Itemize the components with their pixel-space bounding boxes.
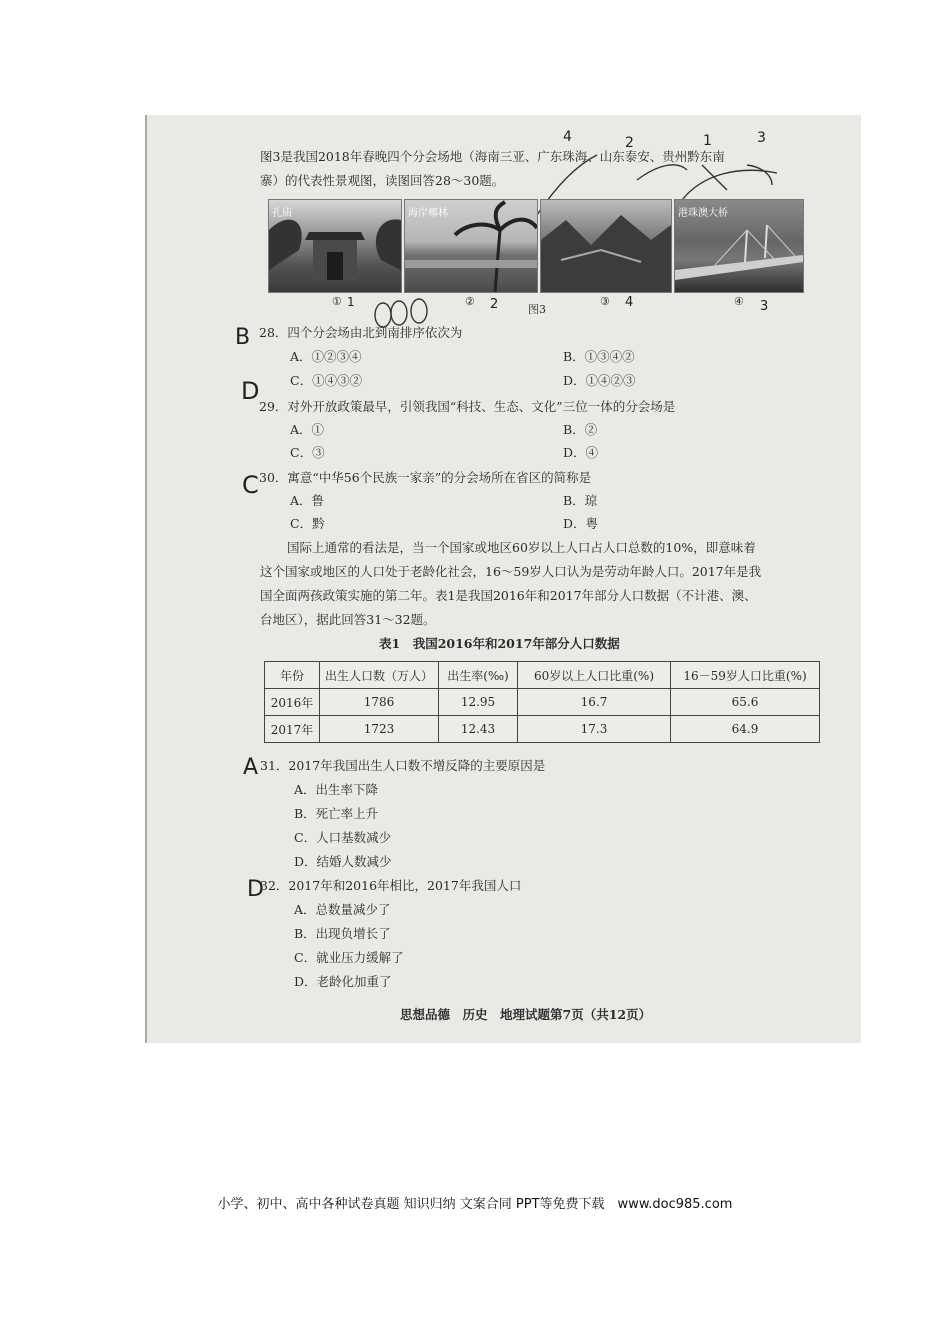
question-31-stem: 31．2017年我国出生人口数不增反降的主要原因是 <box>260 758 546 773</box>
scene-image-bridge <box>674 199 804 293</box>
table-cell: 2017年 <box>265 716 320 743</box>
question-30-stem: 30．寓意“中华56个民族一家亲”的分会场所在省区的简称是 <box>259 470 592 485</box>
handwritten-mark: 3 <box>760 299 769 314</box>
question-30-option-b: B．琼 <box>563 493 598 508</box>
table-cell: 12.95 <box>439 689 518 716</box>
question-29-option-c: C．③ <box>290 445 325 460</box>
scene-image-mountain <box>540 199 672 293</box>
scanned-exam-page <box>145 115 861 1043</box>
intro-line-1: 图3是我国2018年春晚四个分会场地（海南三亚、广东珠海、山东泰安、贵州黔东南 <box>260 149 725 164</box>
handwritten-mark: 1 <box>703 133 712 149</box>
handwritten-answer-30: C <box>242 471 259 499</box>
handwritten-mark: 3 <box>757 130 766 146</box>
scene-label: 孔庙 <box>272 208 292 219</box>
passage-line-4: 台地区），据此回答31～32题。 <box>260 612 436 627</box>
table-row <box>265 689 820 716</box>
question-32-option-a: A．总数量减少了 <box>294 902 391 917</box>
question-29-option-b: B．② <box>563 422 598 437</box>
question-28-option-c: C．①④③② <box>290 373 363 388</box>
table-cell: 17.3 <box>518 716 671 743</box>
question-31-option-d: D．结婚人数减少 <box>294 854 392 869</box>
question-30-option-a: A．鲁 <box>290 493 325 508</box>
image-marker-2: ② <box>465 295 475 308</box>
passage-line-1: 国际上通常的看法是，当一个国家或地区60岁以上人口占人口总数的10%，即意味着 <box>287 540 756 555</box>
table-header-cell: 60岁以上人口比重(%) <box>518 662 671 689</box>
question-29-option-d: D．④ <box>563 445 599 460</box>
question-32-option-c: C．就业压力缓解了 <box>294 950 404 965</box>
site-footer: 小学、初中、高中各种试卷真题 知识归纳 文案合同 PPT等免费下载 www.doc985.com <box>217 1197 733 1212</box>
image-marker-3: ③ <box>600 295 610 308</box>
question-31-option-a: A．出生率下降 <box>294 782 379 797</box>
table-header-row <box>265 662 820 689</box>
question-29-option-a: A．① <box>290 422 325 437</box>
question-31-option-b: B．死亡率上升 <box>294 806 379 821</box>
question-32-stem: 32．2017年和2016年相比，2017年我国人口 <box>260 878 522 893</box>
intro-line-2: 寨）的代表性景观图，读图回答28～30题。 <box>260 173 505 188</box>
handwritten-mark: 2 <box>490 297 499 312</box>
handwritten-mark: 4 <box>563 129 572 145</box>
handwritten-answer-28: B <box>235 325 251 350</box>
exam-page-footer: 思想品德 历史 地理试题第7页（共12页） <box>400 1007 652 1022</box>
scene-image-beach <box>404 199 538 293</box>
table-cell: 1786 <box>320 689 439 716</box>
handwritten-answer-29: D <box>241 377 260 405</box>
image-marker-4: ④ <box>734 295 744 308</box>
table-cell: 1723 <box>320 716 439 743</box>
passage-line-2: 这个国家或地区的人口处于老龄化社会，16～59岁人口认为是劳动年龄人口。2017年是我 <box>260 564 762 579</box>
population-table <box>264 661 820 743</box>
table-cell: 65.6 <box>671 689 820 716</box>
handwritten-mark: 4 <box>625 295 634 310</box>
handwritten-answer-31: A <box>243 755 259 780</box>
question-30-option-d: D．粤 <box>563 516 599 531</box>
scene-image-temple <box>268 199 402 293</box>
handwritten-mark: 1 <box>347 295 355 309</box>
scene-label: 港珠澳大桥 <box>678 208 728 219</box>
question-28-option-b: B．①③④② <box>563 349 635 364</box>
table-cell: 2016年 <box>265 689 320 716</box>
handwritten-mark: 2 <box>625 135 634 151</box>
scene-label: 海岸椰林 <box>408 208 448 219</box>
table-cell: 12.43 <box>439 716 518 743</box>
question-31-option-c: C．人口基数减少 <box>294 830 392 845</box>
question-32-option-b: B．出现负增长了 <box>294 926 391 941</box>
table-header-cell: 出生人口数（万人） <box>320 662 439 689</box>
passage-line-3: 国全面两孩政策实施的第二年。表1是我国2016年和2017年部分人口数据（不计港、澳、 <box>260 588 757 603</box>
question-30-option-c: C．黔 <box>290 516 325 531</box>
table-cell: 64.9 <box>671 716 820 743</box>
table-header-cell: 16－59岁人口比重(%) <box>671 662 820 689</box>
table-header-cell: 年份 <box>265 662 320 689</box>
question-28-option-d: D．①④②③ <box>563 373 636 388</box>
figure-caption: 图3 <box>528 303 546 316</box>
question-32-option-d: D．老龄化加重了 <box>294 974 392 989</box>
image-marker-1: ① <box>332 295 342 308</box>
table-caption: 表1 我国2016年和2017年部分人口数据 <box>379 636 620 651</box>
question-28-stem: 28．四个分会场由北到南排序依次为 <box>259 325 463 340</box>
question-29-stem: 29．对外开放政策最早，引领我国“科技、生态、文化”三位一体的分会场是 <box>259 399 676 414</box>
handwritten-answer-32: D <box>247 877 264 902</box>
table-row <box>265 716 820 743</box>
table-header-cell: 出生率(‰) <box>439 662 518 689</box>
table-cell: 16.7 <box>518 689 671 716</box>
question-28-option-a: A．①②③④ <box>290 349 362 364</box>
